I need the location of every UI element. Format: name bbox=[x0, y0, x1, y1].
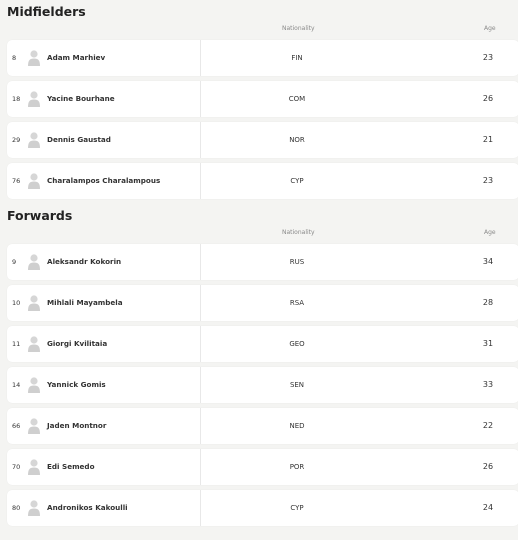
player-name[interactable]: Yacine Bourhane bbox=[47, 94, 115, 103]
column-divider bbox=[200, 326, 201, 362]
player-nationality: SEN bbox=[289, 381, 305, 389]
player-age: 23 bbox=[482, 176, 494, 185]
player-age: 24 bbox=[482, 503, 494, 512]
player-age: 34 bbox=[482, 257, 494, 266]
section-forwards bbox=[0, 204, 518, 526]
section-title: Forwards bbox=[7, 208, 73, 223]
player-avatar-icon bbox=[27, 335, 41, 353]
column-divider bbox=[200, 122, 201, 158]
player-nationality: NOR bbox=[289, 136, 305, 144]
shirt-number: 18 bbox=[12, 95, 21, 103]
player-age: 23 bbox=[482, 53, 494, 62]
player-age: 33 bbox=[482, 380, 494, 389]
player-age: 26 bbox=[482, 462, 494, 471]
column-divider bbox=[200, 367, 201, 403]
player-avatar-icon bbox=[27, 253, 41, 271]
player-name[interactable]: Edi Semedo bbox=[47, 462, 95, 471]
player-row[interactable] bbox=[7, 449, 518, 485]
player-row[interactable] bbox=[7, 408, 518, 444]
player-name[interactable]: Yannick Gomis bbox=[47, 380, 106, 389]
shirt-number: 10 bbox=[12, 299, 21, 307]
shirt-number: 8 bbox=[12, 54, 17, 62]
player-row[interactable] bbox=[7, 122, 518, 158]
shirt-number: 9 bbox=[12, 258, 17, 266]
player-age: 22 bbox=[482, 421, 494, 430]
column-divider bbox=[200, 285, 201, 321]
player-avatar-icon bbox=[27, 499, 41, 517]
shirt-number: 80 bbox=[12, 504, 21, 512]
player-age: 31 bbox=[482, 339, 494, 348]
column-headers bbox=[0, 228, 518, 244]
column-headers bbox=[0, 24, 518, 40]
player-nationality: CYP bbox=[290, 177, 304, 185]
column-divider bbox=[200, 81, 201, 117]
player-avatar-icon bbox=[27, 172, 41, 190]
shirt-number: 11 bbox=[12, 340, 21, 348]
player-row[interactable] bbox=[7, 367, 518, 403]
nationality-header: Nationality bbox=[282, 25, 315, 32]
player-avatar-icon bbox=[27, 131, 41, 149]
player-name[interactable]: Mihlali Mayambela bbox=[47, 298, 123, 307]
player-row[interactable] bbox=[7, 285, 518, 321]
player-nationality: FIN bbox=[291, 54, 303, 62]
player-avatar-icon bbox=[27, 90, 41, 108]
section-title: Midfielders bbox=[7, 4, 86, 19]
player-avatar-icon bbox=[27, 294, 41, 312]
player-avatar-icon bbox=[27, 376, 41, 394]
player-age: 26 bbox=[482, 94, 494, 103]
player-name[interactable]: Andronikos Kakoulli bbox=[47, 503, 128, 512]
player-name[interactable]: Charalampos Charalampous bbox=[47, 176, 161, 185]
player-row[interactable] bbox=[7, 326, 518, 362]
column-divider bbox=[200, 40, 201, 76]
shirt-number: 14 bbox=[12, 381, 21, 389]
player-avatar-icon bbox=[27, 49, 41, 67]
player-row[interactable] bbox=[7, 40, 518, 76]
player-avatar-icon bbox=[27, 458, 41, 476]
player-row[interactable] bbox=[7, 81, 518, 117]
column-divider bbox=[200, 490, 201, 526]
shirt-number: 76 bbox=[12, 177, 21, 185]
age-header: Age bbox=[484, 25, 496, 32]
player-nationality: RSA bbox=[289, 299, 305, 307]
player-age: 28 bbox=[482, 298, 494, 307]
player-name[interactable]: Aleksandr Kokorin bbox=[47, 257, 122, 266]
section-midfielders bbox=[0, 0, 518, 199]
player-age: 21 bbox=[482, 135, 494, 144]
player-name[interactable]: Adam Marhiev bbox=[47, 53, 106, 62]
player-avatar-icon bbox=[27, 417, 41, 435]
shirt-number: 66 bbox=[12, 422, 21, 430]
player-name[interactable]: Dennis Gaustad bbox=[47, 135, 111, 144]
player-name[interactable]: Jaden Montnor bbox=[47, 421, 107, 430]
player-nationality: RUS bbox=[289, 258, 305, 266]
player-list bbox=[0, 40, 518, 199]
player-list bbox=[0, 244, 518, 526]
column-divider bbox=[200, 408, 201, 444]
column-divider bbox=[200, 163, 201, 199]
player-nationality: GEO bbox=[289, 340, 305, 348]
player-nationality: COM bbox=[288, 95, 306, 103]
column-divider bbox=[200, 244, 201, 280]
shirt-number: 70 bbox=[12, 463, 21, 471]
player-nationality: NED bbox=[289, 422, 305, 430]
shirt-number: 29 bbox=[12, 136, 21, 144]
age-header: Age bbox=[484, 229, 496, 236]
player-nationality: POR bbox=[289, 463, 305, 471]
player-nationality: CYP bbox=[290, 504, 304, 512]
player-row[interactable] bbox=[7, 490, 518, 526]
player-name[interactable]: Giorgi Kvilitaia bbox=[47, 339, 108, 348]
player-row[interactable] bbox=[7, 244, 518, 280]
nationality-header: Nationality bbox=[282, 229, 315, 236]
player-row[interactable] bbox=[7, 163, 518, 199]
column-divider bbox=[200, 449, 201, 485]
